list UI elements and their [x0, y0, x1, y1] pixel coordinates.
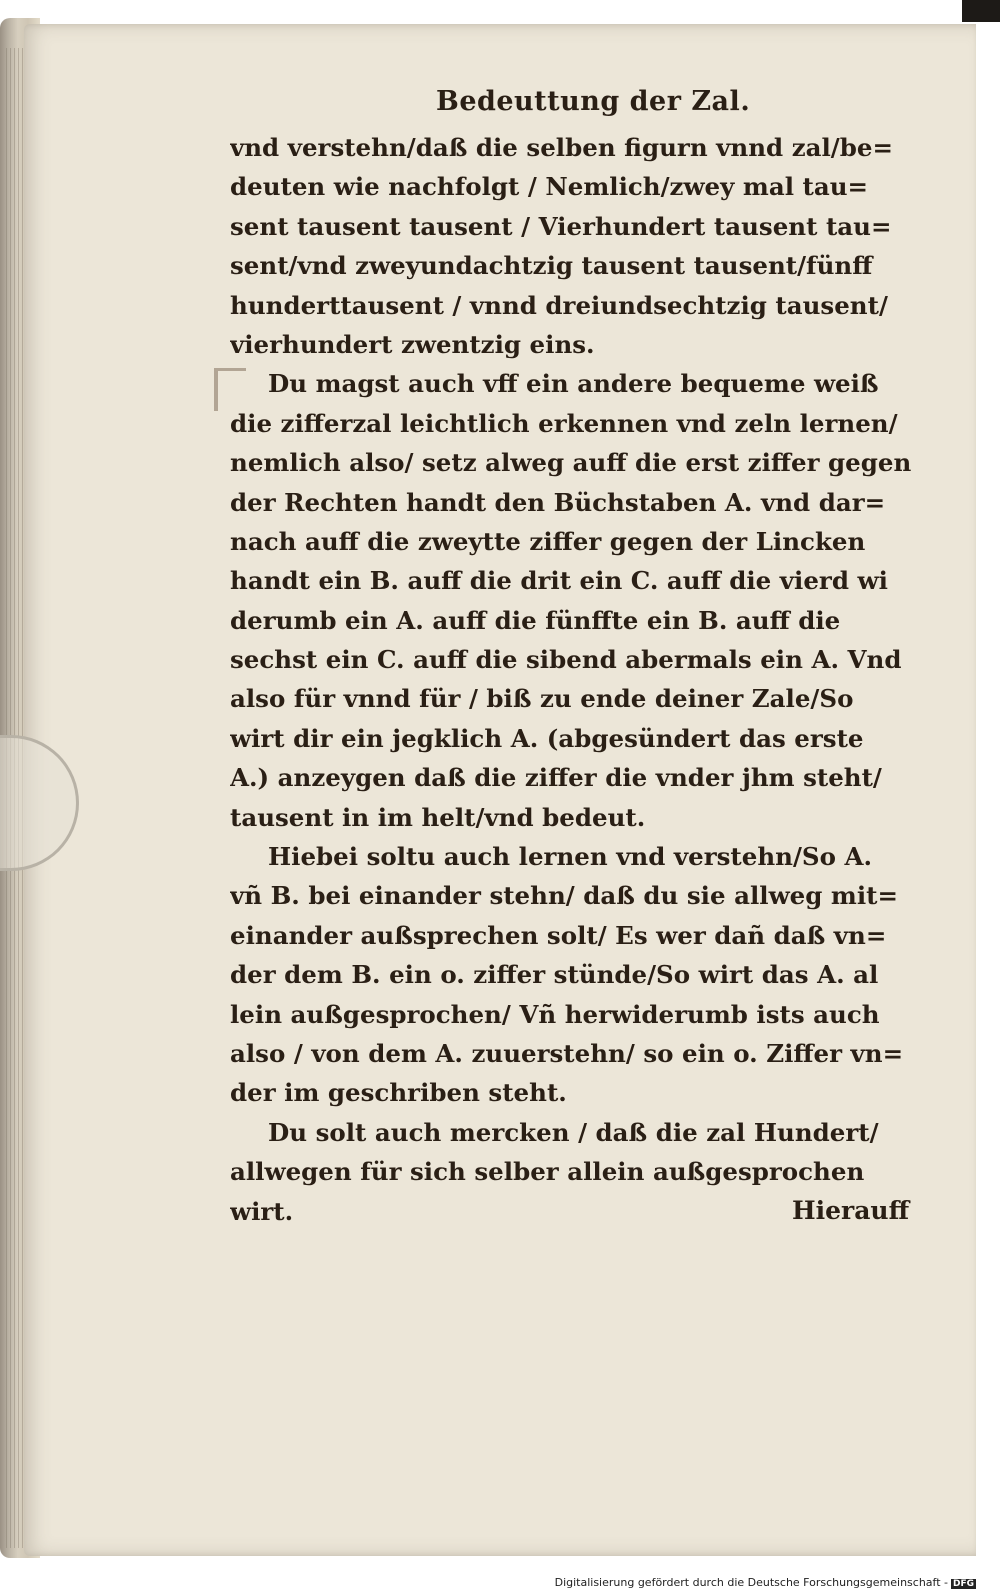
text-line: derumb ein A. auff die fünffte ein B. auff die — [230, 605, 841, 635]
text-line: also für vnnd für / biß zu ende deiner Zale/So — [230, 684, 854, 714]
scan-corner-shadow — [962, 0, 1000, 22]
text-line: die zifferzal leichtlich erkennen vnd zeln lernen/ — [230, 408, 898, 438]
text-line: vierhundert zwentzig eins. — [230, 329, 595, 359]
text-line: der Rechten handt den Büchstaben A. vnd dar= — [230, 487, 886, 517]
text-line: nemlich also/ setz alweg auff die erst ziffer gegen — [230, 448, 912, 478]
text-line: der dem B. ein o. ziffer stünde/So wirt das A. al — [230, 960, 879, 990]
paragraph-start-line: Du magst auch vff ein andere bequeme weiß — [268, 369, 879, 399]
text-line: wirt dir ein jegklich A. (abgesündert das erste — [230, 723, 864, 753]
text-line: vñ B. bei einander stehn/ daß du sie allweg mit= — [230, 881, 898, 911]
text-line: also / von dem A. zuuerstehn/ so ein o. Ziffer vn= — [230, 1038, 904, 1068]
scan-right-margin — [976, 0, 1000, 1594]
text-line: wirt. — [230, 1196, 294, 1226]
text-line: der im geschriben steht. — [230, 1078, 567, 1108]
text-line: lein außgesprochen/ Vñ herwiderumb ists auch — [230, 999, 880, 1029]
text-line: sechst ein C. auff die sibend abermals ein A. Vnd — [230, 645, 902, 675]
credit-text: Digitalisierung gefördert durch die Deutsche Forschungsgemeinschaft - — [554, 1576, 948, 1589]
text-line: nach auff die zweytte ziffer gegen der Lincken — [230, 526, 866, 556]
body-text — [230, 128, 942, 1231]
paragraph-start-line: Hiebei soltu auch lernen vnd verstehn/So A. — [268, 842, 873, 872]
paragraph-start-line: Du solt auch mercken / daß die zal Hundert/ — [268, 1117, 879, 1147]
text-line: A.) anzeygen daß die ziffer die vnder jhm steht/ — [230, 763, 882, 793]
text-line: sent tausent tausent / Vierhundert tausent tau= — [230, 211, 892, 241]
running-head: Bedeuttung der Zal. — [436, 86, 751, 117]
text-line: handt ein B. auff die drit ein C. auff die vierd wi — [230, 566, 888, 596]
text-line: einander außsprechen solt/ Es wer dañ daß vn= — [230, 920, 887, 950]
text-line: tausent in im helt/vnd bedeut. — [230, 802, 646, 832]
digitization-credit — [555, 1576, 976, 1589]
catchword: Hierauff — [792, 1196, 910, 1225]
text-line: deuten wie nachfolgt / Nemlich/zwey mal tau= — [230, 172, 869, 202]
text-line: allwegen für sich selber allein außgesprochen — [230, 1157, 865, 1187]
text-line: vnd verstehn/daß die selben figurn vnnd zal/be= — [230, 133, 893, 162]
text-line: sent/vnd zweyundachtzig tausent tausent/fünff — [230, 251, 873, 281]
dfg-logo: DFG — [952, 1579, 974, 1589]
text-line: hunderttausent / vnnd dreiundsechtzig tausent/ — [230, 290, 888, 320]
